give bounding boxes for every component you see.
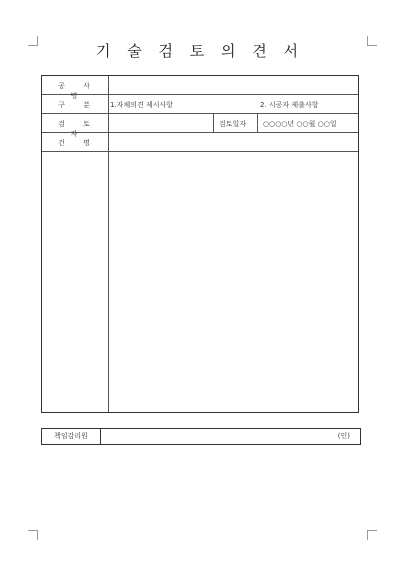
reviewer-date-divider	[213, 114, 214, 133]
review-date-label: 검토일자	[219, 120, 247, 128]
review-content-area[interactable]	[42, 152, 358, 412]
crop-mark-bottom-left	[28, 530, 38, 540]
date-label-divider	[257, 114, 258, 133]
project-name-row	[42, 76, 358, 100]
seal-mark: (인)	[337, 432, 350, 440]
project-name-label: 공 사 명	[58, 82, 98, 100]
review-form-table	[41, 75, 359, 413]
crop-mark-bottom-right	[367, 530, 377, 540]
signature-box	[41, 428, 361, 445]
subject-label: 건 명	[58, 139, 98, 147]
category-label: 구 분	[58, 101, 98, 109]
review-date-field[interactable]: ○○○○년 ○○월 ○○일	[263, 120, 337, 128]
category-row	[42, 95, 358, 114]
reviewer-label: 검 토 자	[58, 120, 98, 138]
category-option-contractor[interactable]: 2. 시공자 제출사항	[260, 101, 319, 109]
reviewer-row	[42, 114, 358, 138]
subject-row	[42, 133, 358, 152]
responsible-supervisor-label: 책임감리원	[42, 429, 101, 444]
document-title: 기 술 검 토 의 견 서	[95, 42, 305, 60]
category-option-internal[interactable]: 1.자체의견 제시사항	[110, 101, 173, 109]
